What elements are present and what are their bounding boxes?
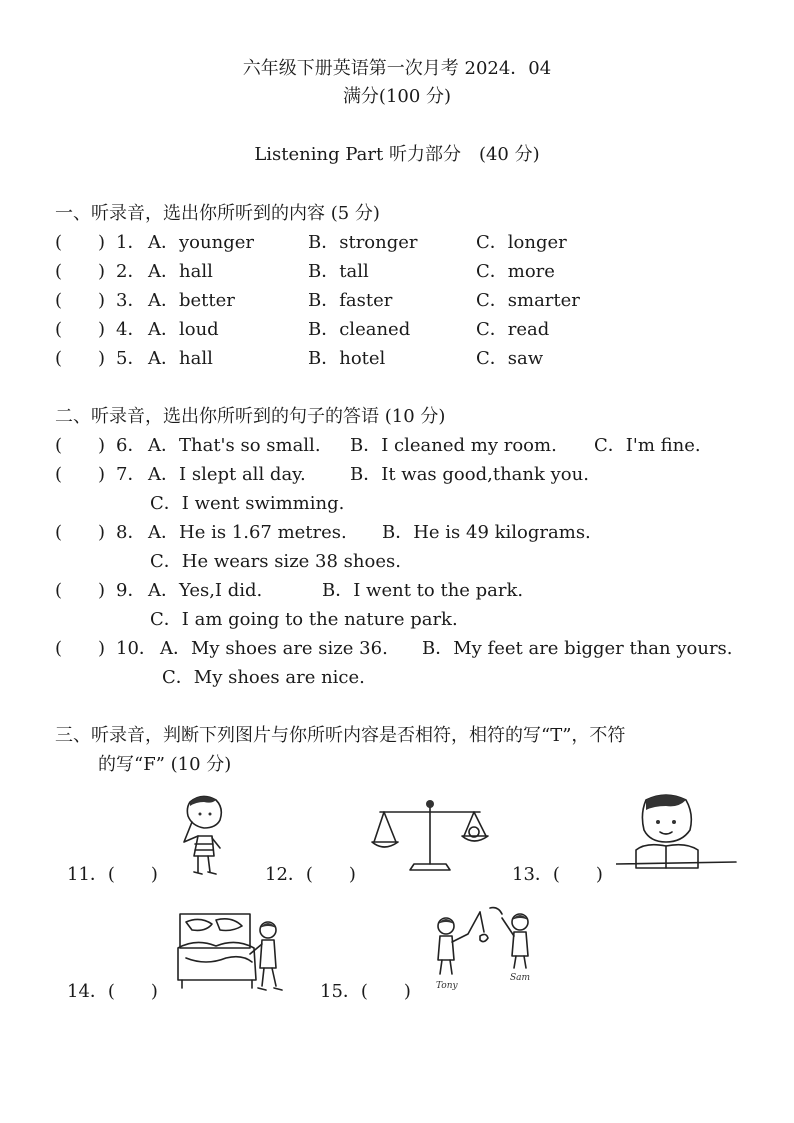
option-a: A．hall (148, 348, 213, 369)
answer-paren[interactable]: ( ) (55, 580, 106, 601)
part-title: Listening Part 听力部分 (40 分) (254, 144, 540, 165)
answer-15[interactable]: 15．( ) (320, 981, 411, 1002)
answer-paren[interactable]: ( ) (55, 232, 106, 253)
option-c: C．I went swimming. (150, 493, 345, 514)
option-a: A．I slept all day. (148, 464, 306, 485)
question-number: 1． (116, 232, 146, 253)
question-number: 7． (116, 464, 146, 485)
option-b: B．I cleaned my room. (350, 435, 557, 456)
option-a: A．loud (148, 319, 219, 340)
answer-11[interactable]: 11．( ) (67, 864, 158, 885)
question-number: 5． (116, 348, 146, 369)
question-number: 2． (116, 261, 146, 282)
option-c: C．I'm fine. (594, 435, 701, 456)
section3-heading: 三、听录音，判断下列图片与你所听内容是否相符，相符的写“T”，不符 (55, 725, 626, 746)
answer-13[interactable]: 13．( ) (512, 864, 603, 885)
option-a: A．He is 1.67 metres. (148, 522, 347, 543)
question-number: 9． (116, 580, 146, 601)
option-b: B．tall (308, 261, 369, 282)
tony-label: Tony (436, 981, 458, 990)
picture-boy-thinking (168, 792, 240, 880)
answer-paren[interactable]: ( ) (55, 290, 106, 311)
option-a: A．Yes,I did. (148, 580, 263, 601)
answer-paren[interactable]: ( ) (55, 464, 106, 485)
answer-paren[interactable]: ( ) (55, 261, 106, 282)
option-c: C．My shoes are nice. (162, 667, 365, 688)
option-c: C．read (476, 319, 550, 340)
option-b: B．I went to the park. (322, 580, 524, 601)
option-b: B．It was good,thank you. (350, 464, 589, 485)
question-number: 10． (116, 638, 157, 659)
answer-paren[interactable]: ( ) (55, 638, 106, 659)
answer-paren[interactable]: ( ) (55, 435, 106, 456)
section3-heading-cont: 的写“F” (10 分) (98, 754, 232, 775)
full-score: 满分(100 分) (342, 86, 452, 107)
sam-label: Sam (510, 973, 531, 983)
answer-paren[interactable]: ( ) (55, 522, 106, 543)
answer-paren[interactable]: ( ) (55, 348, 106, 369)
option-c: C．more (476, 261, 555, 282)
option-c: C．longer (476, 232, 567, 253)
option-a: A．younger (148, 232, 254, 253)
section2-heading: 二、听录音，选出你所听到的句子的答语 (10 分) (55, 406, 446, 427)
question-number: 3． (116, 290, 146, 311)
section1-heading: 一、听录音，选出你所听到的内容 (5 分) (55, 203, 380, 224)
exam-title: 六年级下册英语第一次月考 2024．04 (242, 58, 552, 79)
option-b: B．hotel (308, 348, 386, 369)
picture-balance-scale (370, 794, 490, 876)
option-a: A．My shoes are size 36. (160, 638, 388, 659)
question-number: 8． (116, 522, 146, 543)
picture-girl-reading (616, 790, 738, 880)
option-a: A．hall (148, 261, 213, 282)
picture-boy-cleaning (176, 908, 288, 996)
answer-12[interactable]: 12．( ) (265, 864, 356, 885)
option-c: C．He wears size 38 shoes. (150, 551, 401, 572)
option-b: B．faster (308, 290, 393, 311)
answer-14[interactable]: 14．( ) (67, 981, 158, 1002)
question-number: 6． (116, 435, 146, 456)
option-a: A．That's so small. (148, 435, 321, 456)
option-b: B．cleaned (308, 319, 411, 340)
picture-tony-and-sam (428, 904, 544, 990)
option-c: C．I am going to the nature park. (150, 609, 458, 630)
question-number: 4． (116, 319, 146, 340)
option-b: B．My feet are bigger than yours. (422, 638, 733, 659)
option-b: B．He is 49 kilograms. (382, 522, 591, 543)
answer-paren[interactable]: ( ) (55, 319, 106, 340)
option-a: A．better (148, 290, 235, 311)
option-c: C．smarter (476, 290, 580, 311)
option-c: C．saw (476, 348, 544, 369)
option-b: B．stronger (308, 232, 418, 253)
